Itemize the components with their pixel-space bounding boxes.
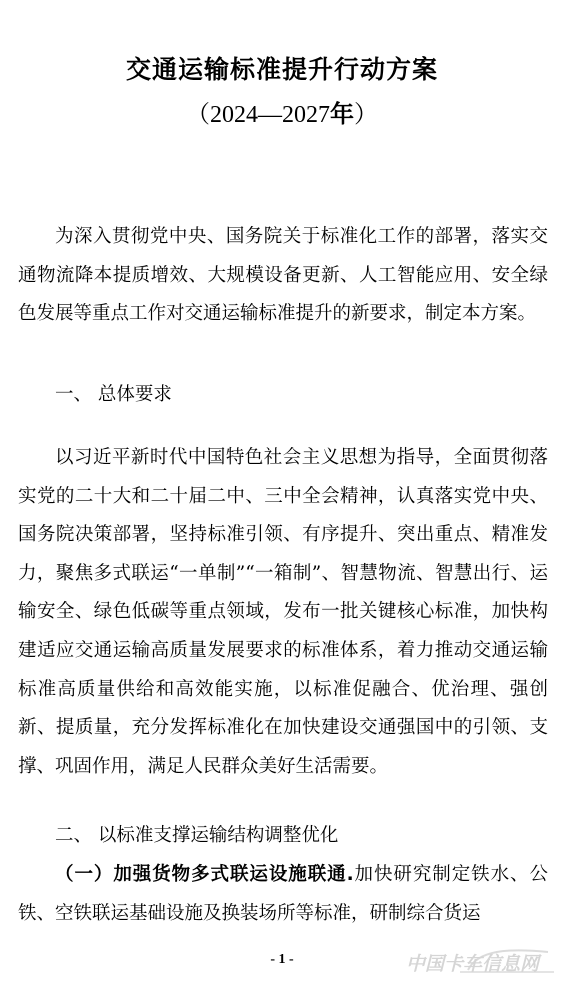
watermark-text: 中国卡车信息网 [406,953,540,975]
subtitle-year-char: 年 [330,99,354,128]
section1-paragraph: 以习近平新时代中国特色社会主义思想为指导，全面贯彻落实党的二十大和二十届二中、三中全会精神，认真落实党中央、国务院决策部署，坚持标准引领、有序提升、突出重点、精准发力，聚焦多式联运“一单制”“一箱制”、智慧物流、智慧出行、运输安全、绿色低碳等重点领域，发布一批关键核心标准，加快构建适应交通运输高质量发展要求的标准体系，着力推动交通运输标准高质量供给和高效能实施，以标准促融合、优治理、强创新、提质量，充分发挥标准化在加快建设交通强国中的引领、支撑、巩固作用，满足人民群众美好生活需要。 [18,447,548,777]
site-watermark [398,946,558,976]
document-title: 交通运输标准提升行动方案 [125,55,438,84]
section-heading-1: 一、 总体要求 [55,384,172,405]
page-number: - 1 - [270,952,294,967]
subtitle-open: （2024—2027 [186,102,330,128]
intro-paragraph: 为深入贯彻党中央、国务院关于标准化工作的部署，落实交通物流降本提质增效、大规模设备更新、人工智能应用、安全绿色发展等重点工作对交通运输标准提升的新要求，制定本方案。 [18,226,548,325]
item1-lead: （一）加强货物多式联运设施联通. [55,864,354,885]
subtitle-close: ） [354,102,378,128]
item1-paragraph [18,856,548,933]
document-subtitle [0,98,564,131]
section-heading-2: 二、 以标准支撑运输结构调整优化 [55,825,339,846]
item1-text: 加快研究制定铁水、公铁、空铁联运基础设施及换装场所等标准，研制综合货运 [18,864,548,924]
